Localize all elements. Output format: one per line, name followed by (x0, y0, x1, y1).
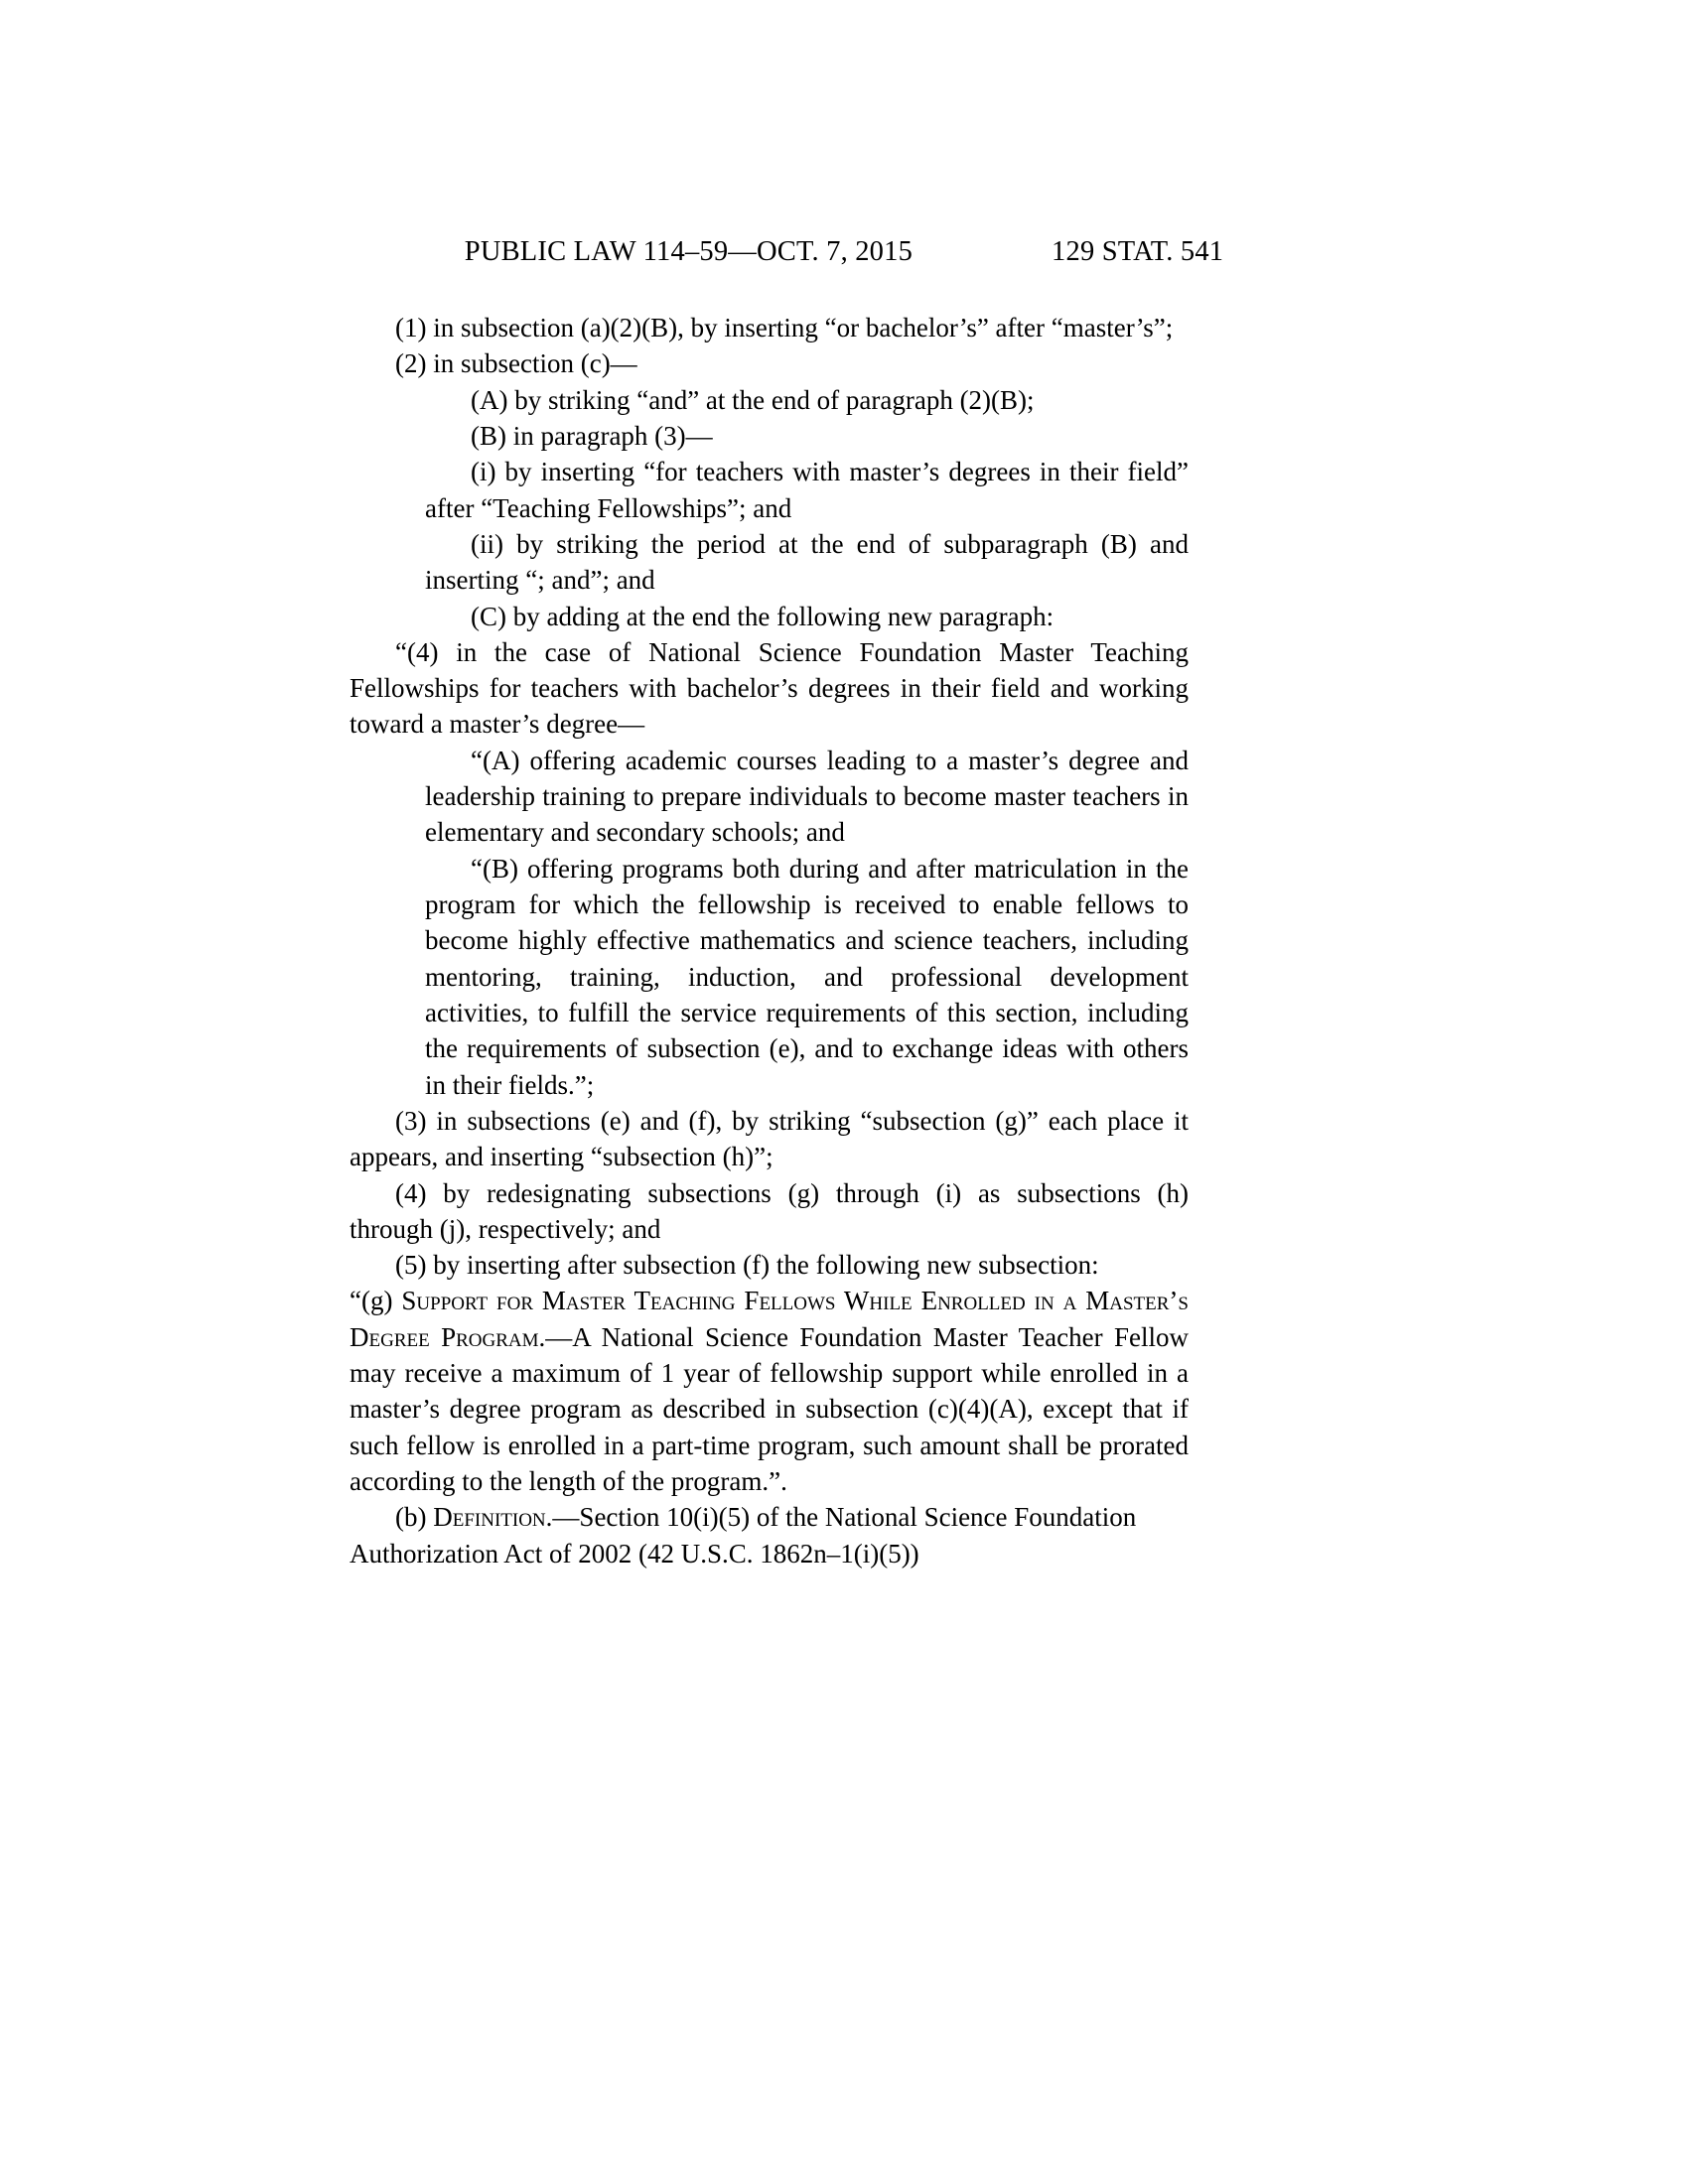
paragraph-2c: (C) by adding at the end the following new paragraph: (471, 601, 1055, 631)
header-public-law: PUBLIC LAW 114–59—OCT. 7, 2015 (464, 236, 914, 267)
subsection-b-paragraph (350, 1499, 1189, 1571)
paragraph-2b-ii: (ii) by striking the period at the end of subparagraph (B) and inserting “; and”; and (425, 528, 1189, 596)
subsection-g-body: —A National Science Foundation Master Teacher Fellow may receive a maximum of 1 year of fellowship support while enrolled in a master’s degree program as described in subsection (c)(4)(A), except that if such fellow is enrolled in a part-time program, such amount shall be prorated according to the length of the program.”. (350, 1321, 1189, 1496)
paragraph-new-4b: “(B) offering programs both during and after matriculation in the program for which the fellowship is received to enable fellows to become highly effective mathematics and science teachers, including mentoring, training, induction, and professional development activities, to fulfill the service requirements of this section, including the requirements of subsection (e), and to exchange ideas with others in their fields.”; (425, 853, 1189, 1100)
paragraph-3: (3) in subsections (e) and (f), by striking “subsection (g)” each place it appears, and inserting “subsection (h)”; (350, 1105, 1189, 1172)
paragraph-2a: (A) by striking “and” at the end of paragraph (2)(B); (471, 384, 1035, 415)
subsection-g-paragraph (350, 1283, 1189, 1499)
subsection-g-heading: Support for Master Teaching Fellows While Enrolled in a Master’s Degree Program. (350, 1286, 1189, 1352)
subsection-b-heading: Definition. (433, 1502, 553, 1533)
paragraph-2: (2) in subsection (c)— (395, 348, 637, 379)
header-stat-number: 129 STAT. 541 (1052, 236, 1224, 267)
paragraph-1: (1) in subsection (a)(2)(B), by inserting “or bachelor’s” after “master’s”; (395, 313, 1174, 342)
subsection-g-lead: “(g) (350, 1286, 402, 1316)
paragraph-2b: (B) in paragraph (3)— (471, 420, 713, 451)
paragraph-new-4a: “(A) offering academic courses leading to a master’s degree and leadership training to prepare individuals to become master teachers in elementary and secondary schools; and (425, 745, 1189, 848)
paragraph-5: (5) by inserting after subsection (f) the following new subsection: (395, 1250, 1099, 1281)
subsection-b-body: —Section 10(i)(5) of the National Science Foundation Authorization Act of 2002 (42 U.S.C. 1862n–1(i)(5)) (350, 1502, 1137, 1569)
paragraph-2b-i: (i) by inserting “for teachers with master’s degrees in their field” after “Teaching Fellowships”; and (425, 457, 1189, 523)
page-header (0, 236, 1688, 268)
paragraph-4: (4) by redesignating subsections (g) through (i) as subsections (h) through (j), respectively; and (350, 1177, 1189, 1244)
body-text-column (350, 310, 1189, 1571)
subsection-b-lead: (b) (395, 1502, 434, 1533)
paragraph-new-4: “(4) in the case of National Science Foundation Master Teaching Fellowships for teachers with bachelor’s degrees in their field and working toward a master’s degree— (350, 636, 1189, 740)
